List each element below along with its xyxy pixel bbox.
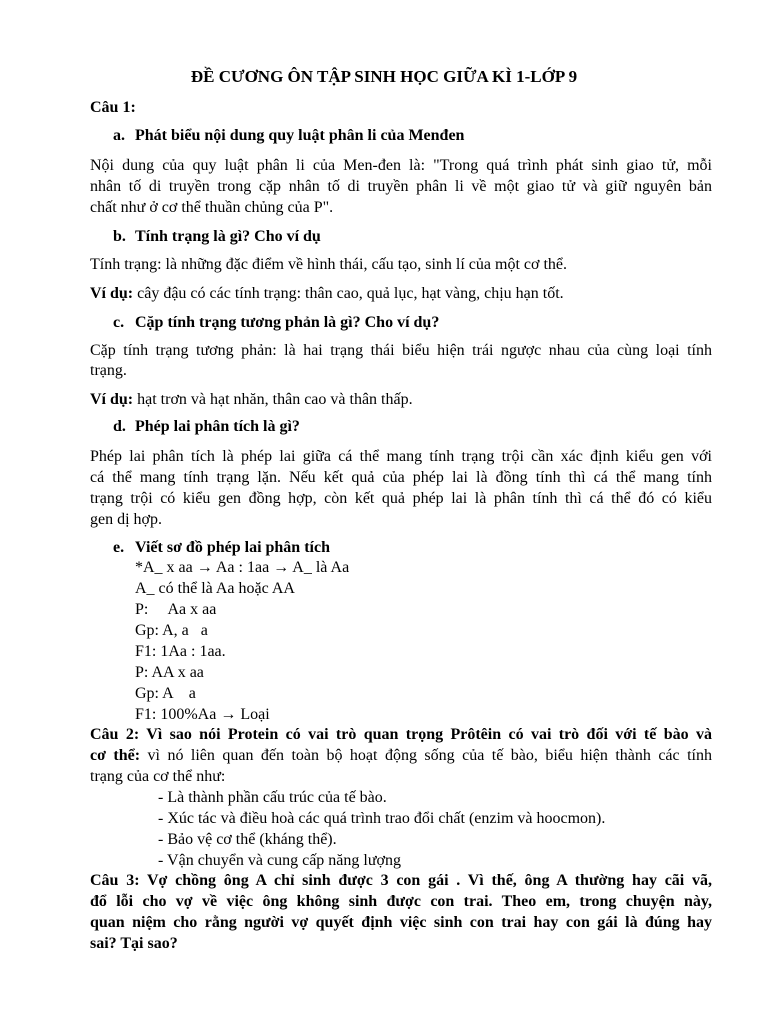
cau1-d-answer-line-4: gen dị hợp. [90, 511, 163, 528]
cau2-bullet-4: - Vận chuyển và cung cấp năng lượng [158, 852, 401, 869]
cau2-question-line-1: Câu 2: Vì sao nói Protein có vai trò quan trọng Prôtêin có vai trò đối với tế bào và [90, 726, 712, 743]
cross-diagram-line-7: Gp: A a [135, 685, 196, 702]
cau3-line-4: sai? Tại sao? [90, 935, 178, 952]
cau1-e-question-text: Viết sơ đồ phép lai phân tích [135, 539, 330, 556]
cau1-a-question-text: Phát biểu nội dung quy luật phân li của Menđen [135, 127, 465, 144]
cau1-c-answer-line-2: trạng. [90, 362, 127, 379]
cau3-line-1: Câu 3: Vợ chồng ông A chỉ sinh được 3 con gái . Vì thế, ông A thường hay cãi vã, [90, 872, 712, 889]
cross-diagram-line-3: P: Aa x aa [135, 601, 217, 618]
cau1-c-label: c. [113, 314, 125, 331]
cau1-b-example-text: cây đậu có các tính trạng: thân cao, quả lục, hạt vàng, chịu hạn tốt. [133, 285, 564, 302]
cau1-b-example [90, 283, 564, 304]
cau1-a-label: a. [113, 127, 125, 144]
cau2-bullet-3: - Bảo vệ cơ thể (kháng thể). [158, 831, 337, 848]
cau1-d-label: d. [113, 418, 126, 435]
cross-diagram-line-8: F1: 100%Aa → Loại [135, 706, 270, 723]
cau1-c-question-text: Cặp tính trạng tương phản là gì? Cho ví dụ? [135, 314, 440, 331]
cau2-answer-line-1: vì nó liên quan đến toàn bộ hoạt động sống của tế bào, biểu hiện thành các tính [140, 747, 712, 764]
cross-diagram-line-5: F1: 1Aa : 1aa. [135, 643, 226, 660]
cau3-line-3: quan niệm cho rằng người vợ quyết định việc sinh con trai hay con gái là đúng hay [90, 914, 712, 931]
cau2-answer-line-2: trạng của cơ thể như: [90, 768, 226, 785]
cau1-d-answer-line-1: Phép lai phân tích là phép lai giữa cá thể mang tính trạng trội cần xác định kiểu gen với [90, 448, 712, 465]
cau1-b-question-text: Tính trạng là gì? Cho ví dụ [135, 228, 321, 245]
cross-diagram-line-1: *A_ x aa → Aa : 1aa → A_ là Aa [135, 559, 350, 576]
cau1-a-answer-line-2: nhân tố di truyền trong cặp nhân tố di truyền phân li về một giao tử và giữ nguyên bản [90, 178, 712, 195]
cau1-b-label: b. [113, 228, 126, 245]
cau1-d-answer-line-2: cá thể mang tính trạng lặn. Nếu kết quả của phép lai là đồng tính thì cá thể mang tính [90, 469, 712, 486]
cau1-d-question-text: Phép lai phân tích là gì? [135, 418, 300, 435]
cau2-question-line-2: cơ thể: [90, 747, 141, 764]
cau1-c-question [113, 312, 439, 333]
cau1-e-label: e. [113, 539, 125, 556]
cau1-e-question [113, 537, 330, 558]
cau2-line-2 [90, 745, 712, 766]
cau1-a-answer-line-3: chất như ở cơ thể thuần chủng của P". [90, 199, 334, 216]
cross-diagram-line-4: Gp: A, a a [135, 622, 208, 639]
cross-diagram-line-6: P: AA x aa [135, 664, 204, 681]
cau1-b-example-label: Ví dụ: [90, 285, 134, 302]
cross-diagram-line-2: A_ có thể là Aa hoặc AA [135, 580, 295, 597]
cau2-bullet-1: - Là thành phần cấu trúc của tế bào. [158, 789, 387, 806]
document-title: ĐỀ CƯƠNG ÔN TẬP SINH HỌC GIỮA KÌ 1-LỚP 9 [190, 67, 578, 86]
cau2-bullet-2: - Xúc tác và điều hoà các quá trình trao đổi chất (enzim và hoocmon). [158, 810, 606, 827]
cau1-d-answer-line-3: trạng trội có kiểu gen đồng hợp, còn kết quả phép lai là phân tính thì cá thể đó có kiểu [90, 490, 712, 507]
cau1-c-answer-line-1: Cặp tính trạng tương phản: là hai trạng thái biểu hiện trái ngược nhau của cùng loại tính [90, 342, 712, 359]
cau1-c-example-text: hạt trơn và hạt nhăn, thân cao và thân thấp. [133, 391, 413, 408]
cau3-line-2: đổ lỗi cho vợ về việc ông không sinh được con trai. Theo em, trong chuyện này, [90, 893, 712, 910]
cau1-a-question [113, 125, 464, 146]
cau1-b-question [113, 226, 321, 247]
cau1-heading: Câu 1: [90, 99, 136, 116]
cau1-c-example [90, 389, 413, 410]
cau1-a-answer-line-1: Nội dung của quy luật phân li của Men-đen là: "Trong quá trình phát sinh giao tử, mỗi [90, 157, 712, 174]
cau1-d-question [113, 416, 300, 437]
cau1-c-example-label: Ví dụ: [90, 391, 134, 408]
cau1-b-answer: Tính trạng: là những đặc điểm về hình thái, cấu tạo, sinh lí của một cơ thể. [90, 256, 568, 273]
